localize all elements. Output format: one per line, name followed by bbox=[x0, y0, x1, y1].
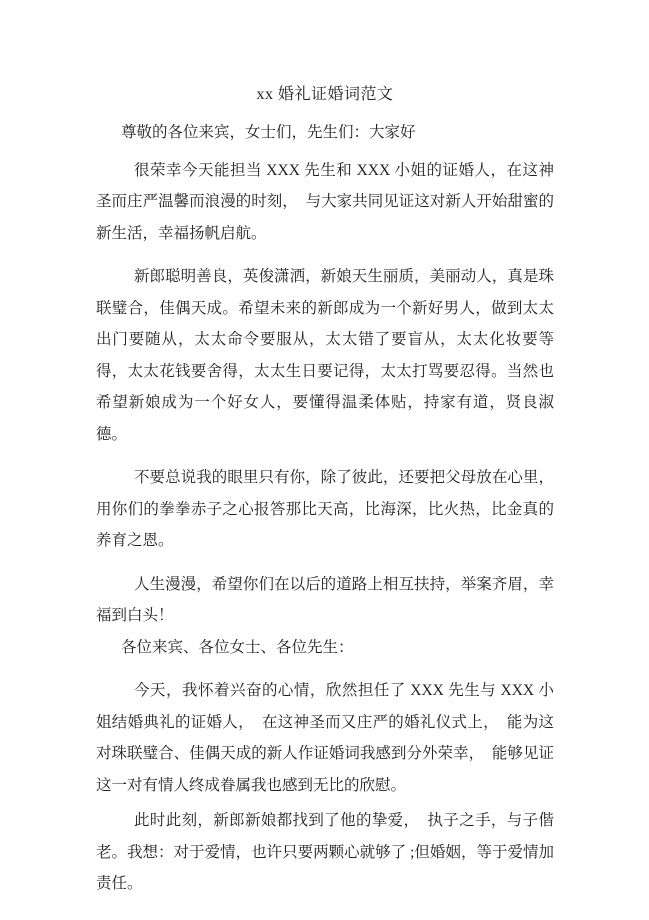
paragraph-address-guests: 各位来宾、各位女士、各位先生： bbox=[121, 638, 354, 656]
paragraph-parents-gratitude: 不要总说我的眼里只有你，除了彼此，还要把父母放在心里，用你们的拳拳赤子之心报答那比天高，比海深，比火热，比金真的养育之恩。 bbox=[96, 469, 554, 549]
paragraph-honored-witness: 很荣幸今天能担当 XXX 先生和 XXX 小姐的证婚人，在这神圣而庄严温馨而浪漫的时刻， 与大家共同见证这对新人开始甜蜜的新生活，幸福扬帆启航。 bbox=[96, 161, 554, 242]
document-content bbox=[96, 84, 554, 912]
document-title: xx 婚礼证婚词范文 bbox=[256, 86, 394, 103]
paragraph-salutation: 尊敬的各位来宾，女士们，先生们：大家好 bbox=[121, 124, 416, 141]
paragraph-couple-wishes: 新郎聪明善良，英俊潇洒，新娘天生丽质，美丽动人，真是珠联璧合，佳偶天成。希望未来的新郎成为一个新好男人，做到太太出门要随从，太太命令要服从，太太错了要盲从，太太化妆要等得，太太花钱要舍得，太太生日要记得，太太打骂要忍得。当然也希望新娘成为一个好女人，要懂得温柔体贴，持家有道，贤良淑德。 bbox=[96, 268, 554, 443]
paragraph-witness-honor: 今天，我怀着兴奋的心情，欣然担任了 XXX 先生与 XXX 小姐结婚典礼的证婚人， 在这神圣而又庄严的婚礼仪式上， 能为这对珠联璧合、佳偶天成的新人作证婚词我感到分外荣幸， 能够见证这一对有情人终成眷属我也感到无比的欣慰。 bbox=[96, 682, 554, 794]
paragraph-love-and-responsibility: 此时此刻，新郎新娘都找到了他的挚爱， 执子之手，与子偕老。我想：对于爱情，也许只要两颗心就够了 ;但婚姻，等于爱情加责任。 bbox=[96, 812, 554, 892]
paragraph-life-journey: 人生漫漫，希望你们在以后的道路上相互扶持，举案齐眉，幸福到白头！ bbox=[96, 575, 554, 624]
